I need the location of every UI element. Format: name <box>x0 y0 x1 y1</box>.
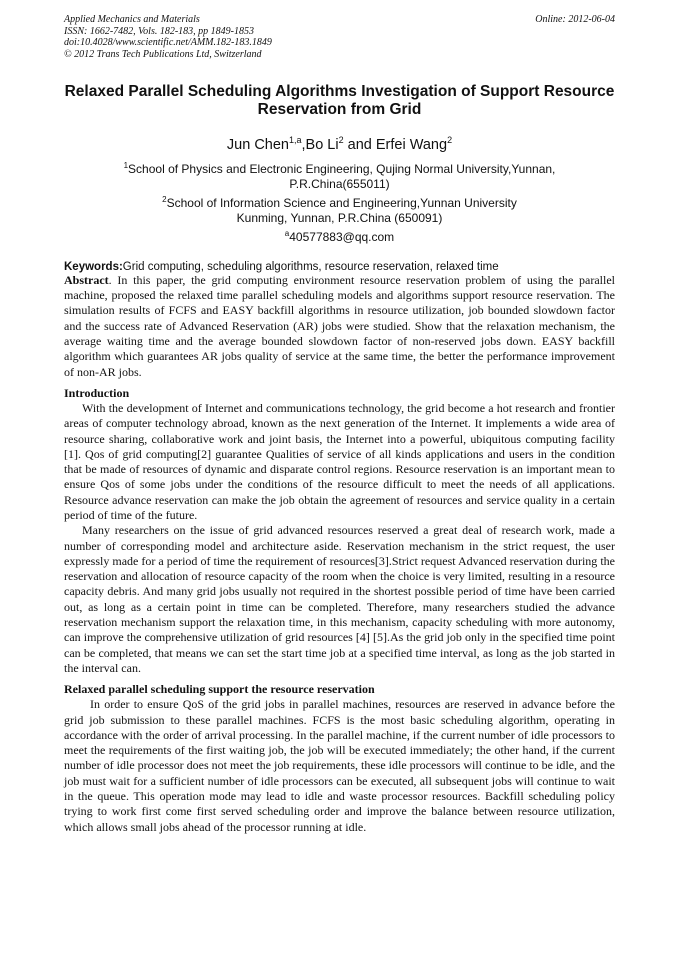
affiliation-1-sup: 1 <box>123 160 129 170</box>
affiliation-2-sup: 2 <box>162 194 167 204</box>
author-3-sup: 2 <box>447 135 453 145</box>
introduction-paragraph-2: Many researchers on the issue of grid advanced resources reserved a great deal of research work, made a number of corresponding model and architecture aside. Reservation mechanism in the strict request, the user expressly made for a period of time the requirement of resources[3].Strict request Advanced reservation during the reservation and allocation of resource capacity of the room when the choice is very limited, resulting in a resource capacity debris. And many grid jobs usually not required in the shortest possible period of time have been carried out, as long as a certain point in time can be completed. Therefore, many researchers studied the advance reservation mechanism support the relaxation time, in this mechanism, capacity scheduling with more autonomy, can improve the comprehensive utilization of grid resources [4] [5].As the grid job only in the specified time point can be completed, that means we can set the start time job at a specified time interval, as long as the job started in the interval can. <box>64 523 615 675</box>
journal-name: Applied Mechanics and Materials <box>64 14 200 25</box>
email-sup: a <box>284 228 290 238</box>
copyright-line: © 2012 Trans Tech Publications Ltd, Switzerland <box>64 48 262 60</box>
affiliation-1-line-2: P.R.China(655011) <box>289 176 390 191</box>
author-list <box>64 131 615 154</box>
keywords-text: Grid computing, scheduling algorithms, resource reservation, relaxed time <box>122 260 499 273</box>
affiliation-1-line-1: School of Physics and Electronic Engineering, Qujing Normal University,Yunnan, <box>128 161 556 176</box>
abstract-text: . In this paper, the grid computing environment resource reservation problem of using the parallel machine, proposed the relaxed time parallel scheduling models and algorithms support resource reservation. The simulation results of FCFS and EASY backfill algorithms in resource utilization, job bounded slowdown factor and the success rate of Advanced Reservation (AR) jobs were studied. Show that the relaxation mechanism, the average waiting time and the average bounded slowdown factor of non-reserved jobs down. EASY backfill algorithm which guarantees AR jobs quality of service at the same time, the better the performance improvement of non-AR jobs. <box>64 272 615 379</box>
affiliation-2-line-2: Kunming, Yunnan, P.R.China (650091) <box>236 210 443 225</box>
affiliation-1 <box>64 158 615 177</box>
introduction-paragraph-1: With the development of Internet and communications technology, the grid become a hot research and frontier areas of computer technology abroad, known as the next generation of the Internet. It implements a wide area of resource sharing, collaborative work and joint basis, the Internet into a powerful, ubiquitous computing facility [1]. Qos of grid computing[2] guarantee Qualities of service of all kinds applications and users in the condition that be made of resources of dynamic and disparate control regions. Resource reservation is an important mean to ensure Qos of some jobs under the conditions of the resource difficult to meet the needs of all applications. Resource advance reservation can make the job obtain the agreement of resources and service quality in a certain period of time of the future. <box>64 400 615 522</box>
keywords-label: Keywords: <box>64 260 123 273</box>
author-1-sup: 1,a <box>289 135 302 145</box>
author-2: ,Bo Li <box>301 136 339 153</box>
author-3: and Erfei Wang <box>343 136 448 153</box>
paper-page <box>64 14 615 835</box>
introduction-heading: Introduction <box>64 385 130 400</box>
keywords <box>64 261 615 273</box>
author-1: Jun Chen <box>226 136 289 153</box>
abstract-label: Abstract <box>64 272 109 287</box>
issn-line: ISSN: 1662-7482, Vols. 182-183, pp 1849-1853 <box>64 25 254 37</box>
author-2-sup: 2 <box>338 135 344 145</box>
doi-line: doi:10.4028/www.scientific.net/AMM.182-183.1849 <box>64 37 272 48</box>
paper-title: Relaxed Parallel Scheduling Algorithms Investigation of Support Resource Reservation from Grid <box>64 83 615 118</box>
section-2-paragraph-1: In order to ensure QoS of the grid jobs in parallel machines, resources are reserved in advance before the grid job submission to these parallel machines. FCFS is the most basic scheduling algorithm, operating in accordance with the order of arrival processing. In the parallel machine, if the current number of idle processors to meet the requirements of the first waiting job, the job will be executed immediately; the other hand, if the current number of idle processor does not meet the job requirements, these idle processors will continue to be idle, and the job must wait for a sufficient number of idle processors can be executed, all subsequent jobs will continue to wait in the queue. This operation mode may lead to idle and waste processor resources. Backfill scheduling policy trying to work first come first served scheduling order and improve the balance between resource utilization, which allows small jobs ahead of the processor running at idle. <box>64 697 615 834</box>
abstract <box>64 273 615 380</box>
journal-header <box>64 14 615 60</box>
section-2-heading: Relaxed parallel scheduling support the resource reservation <box>64 682 375 697</box>
affiliations <box>64 158 615 245</box>
affiliation-2 <box>64 192 615 211</box>
online-date: Online: 2012-06-04 <box>535 14 615 25</box>
email <box>64 226 615 245</box>
email-address: 40577883@qq.com <box>289 229 395 244</box>
affiliation-2-line-1: School of Information Science and Engineering,Yunnan University <box>166 195 517 210</box>
